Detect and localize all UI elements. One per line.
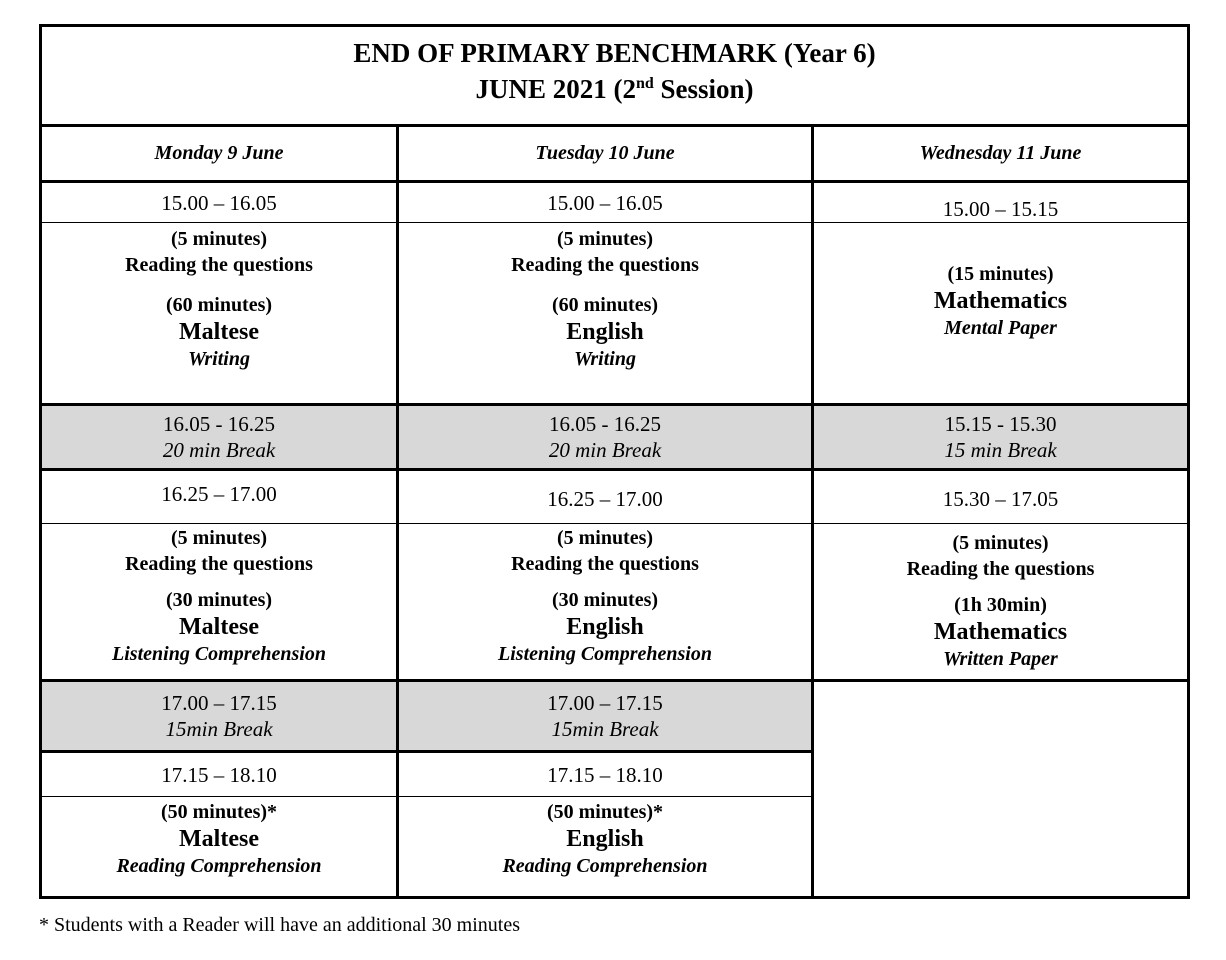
day-header-tuesday: Tuesday 10 June xyxy=(535,142,675,164)
monday-slot-2-subject: Maltese xyxy=(179,614,259,640)
wednesday-slot-1-duration: (15 minutes) xyxy=(947,263,1054,285)
title-line-2-superscript: nd xyxy=(635,75,654,92)
wednesday-slot-2-duration: (1h 30min) xyxy=(954,594,1047,616)
monday-break-2-label: 15min Break xyxy=(165,717,273,741)
monday-break-2 xyxy=(42,682,396,750)
monday-slot-1-reading-duration: (5 minutes) xyxy=(170,228,268,250)
tuesday-slot-3 xyxy=(399,797,811,896)
wednesday-break-1-time: 15.15 - 15.30 xyxy=(944,412,1057,436)
wednesday-slot-2-reading-duration: (5 minutes) xyxy=(952,532,1049,554)
wednesday-slot-1-subject: Mathematics xyxy=(933,288,1068,314)
tuesday-break-2-label: 15min Break xyxy=(551,717,659,741)
tuesday-slot-3-subject: English xyxy=(566,826,644,852)
monday-slot-3-duration: (50 minutes)* xyxy=(160,801,278,823)
tuesday-slot-2-time: 16.25 – 17.00 xyxy=(547,487,663,511)
tuesday-slot-1-subject: English xyxy=(566,319,644,345)
day-header-wednesday: Wednesday 11 June xyxy=(919,142,1082,164)
wednesday-break-1-label: 15 min Break xyxy=(944,438,1057,462)
tuesday-slot-3-time: 17.15 – 18.10 xyxy=(547,762,663,787)
wednesday-slot-2 xyxy=(814,524,1187,679)
monday-slot-2-duration: (30 minutes) xyxy=(165,589,273,611)
wednesday-slot-2-subject: Mathematics xyxy=(933,619,1068,645)
tuesday-slot-1-paper: Writing xyxy=(574,348,636,370)
monday-break-2-time: 17.00 – 17.15 xyxy=(161,691,277,715)
tuesday-slot-1-time: 15.00 – 16.05 xyxy=(547,190,663,215)
monday-slot-1-paper: Writing xyxy=(188,348,250,370)
tuesday-slot-1 xyxy=(399,223,811,403)
monday-slot-1-time: 15.00 – 16.05 xyxy=(161,190,277,215)
wednesday-slot-1-paper: Mental Paper xyxy=(944,317,1057,339)
wednesday-slot-1-time: 15.00 – 15.15 xyxy=(942,196,1059,221)
tuesday-slot-2-reading-label: Reading the questions xyxy=(511,553,699,575)
title-line-1: END OF PRIMARY BENCHMARK (Year 6) xyxy=(353,38,876,68)
monday-slot-1-duration: (60 minutes) xyxy=(165,294,273,316)
monday-slot-2-reading-duration: (5 minutes) xyxy=(170,527,268,549)
monday-slot-2-paper: Listening Comprehension xyxy=(112,643,326,665)
monday-slot-2-reading-label: Reading the questions xyxy=(125,553,313,575)
day-header-monday: Monday 9 June xyxy=(154,142,284,164)
monday-slot-1-subject: Maltese xyxy=(179,319,259,345)
monday-slot-3-subject: Maltese xyxy=(179,826,259,852)
tuesday-break-2 xyxy=(399,682,811,750)
tuesday-slot-2-subject: English xyxy=(566,614,644,640)
tuesday-slot-1-reading-duration: (5 minutes) xyxy=(556,228,654,250)
monday-slot-2-time: 16.25 – 17.00 xyxy=(161,482,277,506)
wednesday-slot-2-time: 15.30 – 17.05 xyxy=(942,487,1059,511)
wednesday-slot-1 xyxy=(814,223,1187,403)
monday-slot-1-reading-label: Reading the questions xyxy=(125,254,313,276)
tuesday-slot-1-reading-label: Reading the questions xyxy=(511,254,699,276)
monday-slot-3-time: 17.15 – 18.10 xyxy=(161,762,277,787)
tuesday-break-1-label: 20 min Break xyxy=(548,438,662,462)
footnote: * Students with a Reader will have an additional 30 minutes xyxy=(39,914,521,936)
title-line-2-prefix: JUNE 2021 (2 xyxy=(475,74,636,104)
tuesday-slot-3-duration: (50 minutes)* xyxy=(546,801,664,823)
row-divider-1 xyxy=(39,403,1190,406)
title-line-2-suffix: Session) xyxy=(653,74,754,104)
tuesday-break-1-time: 16.05 - 16.25 xyxy=(549,412,661,436)
tuesday-break-2-time: 17.00 – 17.15 xyxy=(547,691,663,715)
monday-slot-1 xyxy=(42,223,396,403)
monday-break-1 xyxy=(42,406,396,468)
tuesday-slot-3-paper: Reading Comprehension xyxy=(502,855,708,877)
title-line-2 xyxy=(42,71,1187,107)
wednesday-slot-2-paper: Written Paper xyxy=(943,648,1058,670)
tuesday-slot-2-reading-duration: (5 minutes) xyxy=(556,527,654,549)
row-divider-3 xyxy=(39,679,1190,682)
tuesday-slot-1-duration: (60 minutes) xyxy=(551,294,659,316)
monday-slot-3-paper: Reading Comprehension xyxy=(116,855,322,877)
monday-slot-2 xyxy=(42,524,396,679)
monday-slot-3 xyxy=(42,797,396,896)
wednesday-break-1 xyxy=(814,406,1187,468)
tuesday-break-1 xyxy=(399,406,811,468)
monday-break-1-label: 20 min Break xyxy=(162,438,276,462)
tuesday-slot-2-duration: (30 minutes) xyxy=(551,589,659,611)
tuesday-slot-2-paper: Listening Comprehension xyxy=(498,643,712,665)
wednesday-slot-2-reading-label: Reading the questions xyxy=(906,558,1095,580)
tuesday-slot-2 xyxy=(399,524,811,679)
monday-break-1-time: 16.05 - 16.25 xyxy=(163,412,275,436)
timetable-title xyxy=(39,24,1190,127)
